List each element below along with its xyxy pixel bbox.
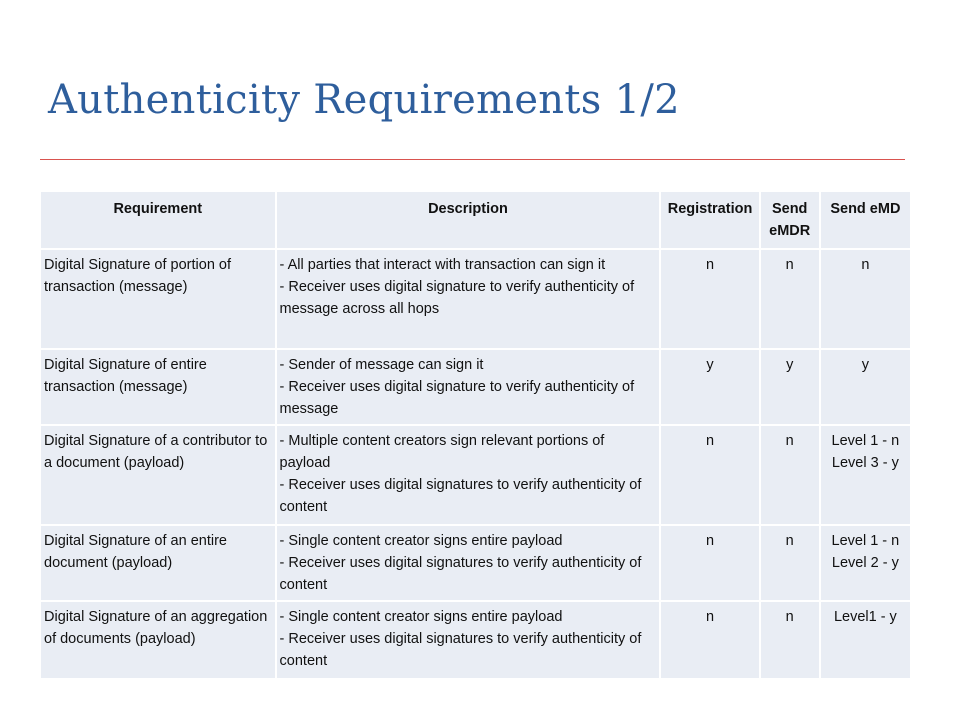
send-emd-line: Level1 - y [833,609,897,625]
header-send-emd: Send eMD [821,192,910,248]
header-send-emdr: Send eMDR [761,192,819,248]
send-emd-cell [821,250,910,348]
description-cell [277,526,660,600]
description-cell [277,602,660,678]
registration-cell: n [661,426,758,524]
send-emdr-cell: n [761,250,819,348]
header-description: Description [277,192,660,248]
authenticity-requirements-table [39,190,912,680]
send-emd-cell [821,526,910,600]
registration-cell: n [661,250,758,348]
table-header-row [41,192,910,248]
description-line: - Sender of message can sign it [279,357,484,373]
send-emdr-cell: n [761,526,819,600]
header-registration: Registration [661,192,758,248]
description-line: - Single content creator signs entire payload [279,533,563,549]
requirement-cell: Digital Signature of an aggregation of documents (payload) [41,602,275,678]
send-emd-line: y [861,357,869,373]
send-emd-line: Level 1 - n [831,533,900,549]
description-line: - Receiver uses digital signatures to verify authenticity of content [279,477,642,515]
description-line: - Receiver uses digital signatures to verify authenticity of content [279,631,642,669]
requirement-cell: Digital Signature of entire transaction (message) [41,350,275,424]
description-cell [277,250,660,348]
send-emd-cell [821,426,910,524]
send-emd-cell [821,602,910,678]
description-cell [277,350,660,424]
requirement-cell: Digital Signature of portion of transaction (message) [41,250,275,348]
send-emd-line: Level 2 - y [831,555,899,571]
table-row [41,426,910,524]
send-emdr-cell: y [761,350,819,424]
description-line: - All parties that interact with transaction can sign it [279,257,606,273]
send-emd-line: Level 1 - n [831,433,900,449]
requirement-cell: Digital Signature of a contributor to a document (payload) [41,426,275,524]
slide-title: Authenticity Requirements 1/2 [48,77,680,123]
description-cell [277,426,660,524]
table-row [41,526,910,600]
send-emd-line: n [861,257,870,273]
table-row [41,602,910,678]
registration-cell: y [661,350,758,424]
send-emd-line: Level 3 - y [831,455,899,471]
send-emdr-cell: n [761,602,819,678]
registration-cell: n [661,526,758,600]
description-line: - Receiver uses digital signature to verify authenticity of message [279,379,635,417]
registration-cell: n [661,602,758,678]
description-line: - Single content creator signs entire payload [279,609,563,625]
description-line: - Receiver uses digital signature to verify authenticity of message across all hops [279,279,635,317]
table-row [41,350,910,424]
send-emdr-cell: n [761,426,819,524]
send-emd-cell [821,350,910,424]
requirement-cell: Digital Signature of an entire document (payload) [41,526,275,600]
description-line: - Multiple content creators sign relevant portions of payload [279,433,605,471]
table-row [41,250,910,348]
header-requirement: Requirement [41,192,275,248]
title-divider [40,159,905,160]
description-line: - Receiver uses digital signatures to verify authenticity of content [279,555,642,593]
